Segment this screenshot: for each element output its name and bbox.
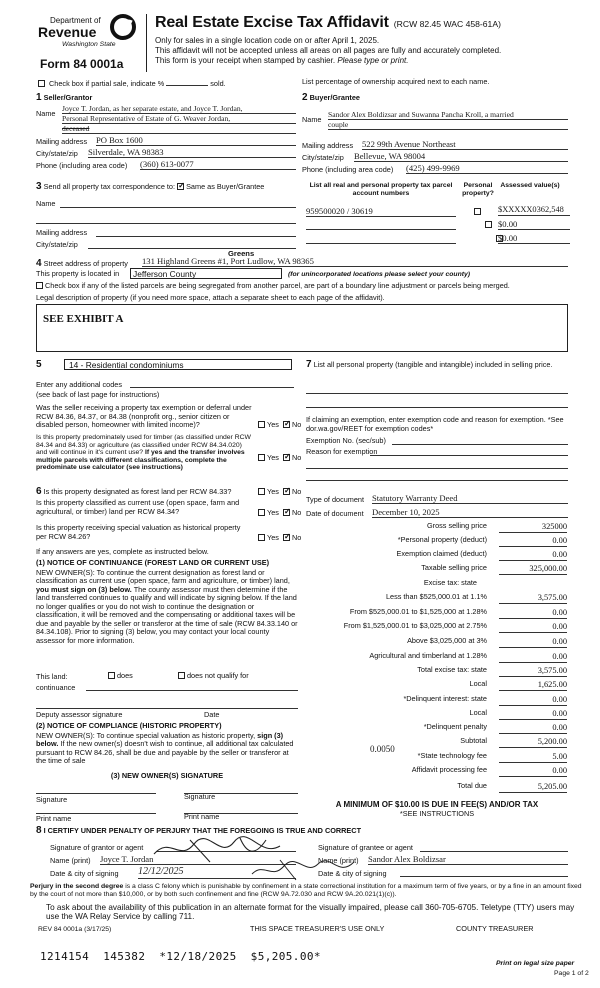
- owner-sig-label-2: Signature: [184, 792, 216, 801]
- legal-description-box[interactable]: [36, 304, 568, 352]
- calc-label: Excise tax: state: [423, 578, 477, 587]
- calc-value[interactable]: 3,575.00: [499, 593, 567, 604]
- calc-value[interactable]: 0.00: [499, 652, 567, 663]
- s6-q2-yes: Yes: [267, 508, 279, 517]
- calc-value[interactable]: 1,625.00: [499, 680, 567, 691]
- seller-name-line2: Personal Representative of Estate of G. Weaver Jordan,: [62, 114, 296, 124]
- calc-row: [305, 522, 567, 533]
- assessed-field-3[interactable]: $0.00: [498, 233, 570, 244]
- header-divider: [146, 14, 147, 72]
- calc-value[interactable]: 325,000.00: [499, 564, 567, 575]
- seller-name-label: Name: [36, 109, 56, 118]
- correspondence-text: Send all property tax correspondence to:: [43, 182, 176, 191]
- s6-q1-text: Is this property designated as forest land per RCW 84.33?: [43, 487, 232, 496]
- use-code-field[interactable]: 14 - Residential condominiums: [64, 359, 292, 370]
- notice1-text-a: NEW OWNER(S): To continue the current designation as forest land or classification as current use (open space, farm and agriculture, or timber) land,: [36, 568, 290, 586]
- s6-q2-answer: [258, 509, 301, 518]
- personal-col-header: Personal property?: [462, 182, 494, 198]
- parcel-field-2[interactable]: [306, 220, 456, 230]
- s6-q3-yes: Yes: [267, 533, 279, 542]
- this-land-label: This land:: [36, 672, 68, 681]
- s6-q1-answer: [258, 488, 301, 497]
- seller-name-line3: deceased: [62, 124, 296, 134]
- corr-name-field-2[interactable]: [36, 214, 296, 224]
- s6-q1-no: No: [291, 487, 302, 496]
- partial-sale-text: Check box if partial sale, indicate %: [49, 79, 165, 88]
- calc-row: [305, 652, 567, 663]
- s5-q2-answer: [258, 454, 301, 463]
- s6-q1: [36, 486, 260, 498]
- parcel-col-header: List all real and personal property tax parcel account numbers: [309, 182, 453, 198]
- street-insert: Greens: [228, 249, 255, 258]
- calc-label: Local: [469, 708, 487, 717]
- s6-q1-yes-checkbox[interactable]: [258, 488, 265, 495]
- s6-q3-no-checkbox[interactable]: [283, 534, 290, 541]
- parcel-field-3[interactable]: [306, 234, 456, 244]
- owner-sig-label-1: Signature: [36, 795, 68, 804]
- calc-row: [305, 723, 567, 734]
- notice1-text-b: The county assessor must then determine if the land transferred continues to qualify and will indicate by signing below. If the land no longer qualifies or you do not wish to continue the designation or classification, it will be removed and the compensating or additional taxes will be due and payable by the seller or transferor at the time of sale (RCW 84.33.140 or 84.34.108). Prior to signing (3) below, you may contact your local county assessor for more information.: [36, 584, 298, 645]
- calc-row: [305, 695, 567, 706]
- buyer-mail-label: Mailing address: [302, 141, 354, 150]
- owner-print-label-2: Print name: [184, 812, 220, 821]
- name-print-r-label: Name (print): [318, 856, 359, 865]
- name-print-l-label: Name (print): [50, 856, 91, 865]
- date-city-r-label: Date & city of signing: [318, 869, 387, 878]
- notice2-text-b: If the new owner(s) doesn't wish to continue, all additional tax calculated pursuant to RCW 84.26, shall be due and payable by the seller or transferor at the time of sale: [36, 739, 294, 766]
- form-title: Real Estate Excise Tax Affidavit: [155, 14, 389, 31]
- sig-grantor-label: Signature of grantor or agent: [50, 843, 144, 852]
- partial-sale-checkbox[interactable]: [38, 80, 45, 87]
- minimum-note: A MINIMUM OF $10.00 IS DUE IN FEE(S) AND/OR TAX: [335, 800, 539, 809]
- calc-value[interactable]: 0.00: [499, 536, 567, 547]
- form-number: Form 84 0001a: [40, 57, 124, 71]
- seller-name-field[interactable]: [62, 104, 296, 134]
- header-line2: This affidavit will not be accepted unless all areas on all pages are fully and accurately completed.: [155, 46, 502, 55]
- s5-q1-yes-checkbox[interactable]: [258, 421, 265, 428]
- does-not-option: [178, 672, 249, 681]
- notice1-bold: you must sign on (3) below.: [36, 584, 132, 594]
- calc-value[interactable]: 0.00: [499, 622, 567, 633]
- section7-text: [306, 359, 568, 371]
- owner-print-line-1[interactable]: [36, 806, 156, 814]
- seller-city-label: City/state/zip: [36, 149, 78, 158]
- name-print-r-field[interactable]: Sandor Alex Boldizsar: [368, 854, 568, 865]
- s5-q1-answer: [258, 421, 301, 430]
- s6-q3-no: No: [291, 533, 302, 542]
- section5-num: 5: [36, 359, 42, 370]
- s5-q1-no-checkbox[interactable]: [283, 421, 290, 428]
- calc-row: [305, 637, 567, 648]
- seller-heading: [36, 92, 92, 104]
- s6-q3: Is this property receiving special valuation as historical property per RCW 84.26?: [36, 523, 241, 541]
- calc-label: Taxable selling price: [421, 563, 487, 572]
- segregated-text: Check box if any of the listed parcels are being segregated from another parcel, are part of a boundary line adjustment or parcels being merged.: [45, 281, 510, 290]
- dor-swoosh-icon: [110, 14, 136, 40]
- seller-num: 1: [36, 92, 42, 103]
- calc-row: [305, 680, 567, 691]
- see-instructions: *SEE INSTRUCTIONS: [399, 809, 475, 818]
- seller-title: Seller/Grantor: [43, 93, 93, 102]
- seller-mail-field[interactable]: PO Box 1600: [96, 135, 296, 146]
- calc-label: *Delinquent penalty: [423, 722, 487, 731]
- page-number: Page 1 of 2: [554, 970, 589, 977]
- s6-q2-no: No: [291, 508, 302, 517]
- deputy-sig-line[interactable]: [36, 700, 298, 709]
- owner-print-label-1: Print name: [36, 814, 72, 823]
- same-as-buyer-label: Same as Buyer/Grantee: [186, 182, 265, 191]
- reason-field-2[interactable]: [306, 460, 568, 469]
- codes-label: Enter any additional codes: [36, 380, 122, 389]
- s5-q1-no: No: [291, 420, 302, 429]
- calc-row: [305, 622, 567, 633]
- buyer-city-label: City/state/zip: [302, 153, 344, 162]
- buyer-phone-label: Phone (including area code): [302, 165, 394, 174]
- continuance-label: continuance: [36, 683, 76, 692]
- county-select[interactable]: Jefferson County: [130, 268, 282, 279]
- calc-label: Exemption claimed (deduct): [396, 549, 487, 558]
- seller-mail-label: Mailing address: [36, 137, 88, 146]
- calc-label: *State technology fee: [417, 751, 487, 760]
- header-line3: This form is your receipt when stamped by cashier.: [155, 56, 336, 65]
- calc-value[interactable]: 0.00: [499, 637, 567, 648]
- perjury-note: [30, 883, 590, 899]
- calc-value[interactable]: 0.00: [499, 608, 567, 619]
- s5-q2: [36, 434, 254, 472]
- s5-q1-yes: Yes: [267, 420, 279, 429]
- calc-value[interactable]: 0.00: [499, 695, 567, 706]
- doc-type-field[interactable]: Statutory Warranty Deed: [372, 493, 568, 504]
- treasurer-only: THIS SPACE TREASURER'S USE ONLY: [250, 924, 385, 933]
- does-not-checkbox[interactable]: [178, 672, 185, 679]
- assessed-field-1[interactable]: $XXXXX0362,548: [498, 205, 570, 216]
- section8-num: 8: [36, 825, 42, 836]
- seller-name-line1: Joyce T. Jordan, as her separate estate, and Joyce T. Jordan,: [62, 104, 296, 114]
- notice3-title: (3) NEW OWNER(S) SIGNATURE: [110, 771, 224, 780]
- buyer-mail-field[interactable]: 522 99th Avenue Northeast: [362, 139, 568, 150]
- buyer-phone-field[interactable]: (425) 499-9969: [406, 163, 568, 174]
- notice2-bold: sign (3) below.: [36, 731, 284, 749]
- codes-note: (see back of last page for instructions): [36, 390, 160, 399]
- partial-sold-text: sold.: [210, 79, 226, 88]
- buyer-name-field[interactable]: [328, 110, 568, 130]
- calc-value[interactable]: 3,575.00: [499, 666, 567, 677]
- calc-label: From $525,000.01 to $1,525,000 at 1.28%: [349, 607, 487, 616]
- s6-q2-yes-checkbox[interactable]: [258, 509, 265, 516]
- header-line3-wrap: [155, 56, 408, 65]
- s5-q2-yes-checkbox[interactable]: [258, 454, 265, 461]
- legal-paper: Print on legal size paper: [496, 960, 575, 967]
- header-line3-italic: Please type or print.: [337, 56, 409, 65]
- doc-date-label: Date of document: [306, 509, 364, 518]
- buyer-name-line2: couple: [328, 120, 568, 130]
- s6-q2-no-checkbox[interactable]: [283, 509, 290, 516]
- calc-label: Subtotal: [460, 736, 487, 745]
- dept-line2: Revenue: [38, 24, 97, 40]
- seller-city-field[interactable]: Silverdale, WA 98383: [88, 147, 296, 158]
- assessed-field-2[interactable]: $0.00: [498, 219, 570, 230]
- personal-property-field-2[interactable]: [306, 398, 568, 408]
- personal-property-field-1[interactable]: [306, 384, 568, 394]
- calc-value[interactable]: 0.00: [499, 709, 567, 720]
- notice1-body: [36, 569, 298, 645]
- corr-mail-label: Mailing address: [36, 228, 88, 237]
- calc-label: Total excise tax: state: [417, 665, 487, 674]
- dept-line1: Department of: [50, 16, 101, 25]
- calc-value[interactable]: 5.00: [499, 752, 567, 763]
- correspondence-num: 3: [36, 181, 42, 192]
- notice2-title: (2) NOTICE OF COMPLIANCE (HISTORIC PROPERTY): [36, 721, 222, 730]
- s5-q2-text: Is this property predominately used for timber (as classified under RCW 84.34 and 84.33) or agriculture (as classified under RCW 84.34.020) and will continue in it's current use?: [36, 434, 251, 457]
- s6-if-yes: If any answers are yes, complete as instructed below.: [36, 547, 209, 556]
- s6-q1-yes: Yes: [267, 487, 279, 496]
- form-title-row: [155, 14, 595, 33]
- form-rcw: (RCW 82.45 WAC 458-61A): [393, 19, 501, 29]
- notice2-body: [36, 732, 298, 766]
- does-option: [108, 672, 133, 681]
- calc-value[interactable]: 5,205.00: [499, 782, 567, 793]
- does-checkbox[interactable]: [108, 672, 115, 679]
- deputy-label: Deputy assessor signature: [36, 710, 123, 719]
- corr-name-label: Name: [36, 199, 56, 208]
- deputy-date-label: Date: [204, 710, 220, 719]
- segregated-row: [36, 282, 596, 291]
- calc-row: [305, 579, 567, 590]
- calc-value[interactable]: 325000: [499, 522, 567, 533]
- county-treasurer: COUNTY TREASURER: [456, 924, 534, 933]
- calc-row: [305, 752, 567, 763]
- s5-q1: Was the seller receiving a property tax exemption or deferral under RCW 84.36, 84.37, or 84.38 (nonprofit org., senior citizen or disabled person, homeowner with limited income)?: [36, 403, 252, 430]
- does-label: does: [117, 671, 133, 680]
- notice1-title: (1) NOTICE OF CONTINUANCE (FOREST LAND OR CURRENT USE): [36, 558, 270, 567]
- doc-date-field[interactable]: December 10, 2025: [372, 507, 568, 518]
- legal-description-text: SEE EXHIBIT A: [43, 313, 124, 325]
- street-label: Street address of property: [43, 259, 128, 268]
- seller-phone-field[interactable]: (360) 613-0077: [140, 159, 296, 170]
- calc-value[interactable]: 5,200.00: [499, 737, 567, 748]
- calc-row: [305, 550, 567, 561]
- corr-name-field[interactable]: [60, 198, 296, 208]
- located-label: This property is located in: [36, 269, 120, 278]
- calc-label: Above $3,025,000 at 3%: [407, 636, 487, 645]
- correspondence-row: [36, 181, 264, 193]
- calc-label: Gross selling price: [426, 521, 487, 530]
- notice2-text-a: NEW OWNER(S): To continue special valuation as historic property,: [36, 731, 256, 740]
- calc-row: [305, 666, 567, 677]
- exempt-no-field[interactable]: [392, 436, 568, 445]
- buyer-name-line1: Sandor Alex Boldizsar and Suwanna Pancha Kroll, a married: [328, 110, 568, 120]
- certify-text: I CERTIFY UNDER PENALTY OF PERJURY THAT THE FOREGOING IS TRUE AND CORRECT: [43, 826, 362, 835]
- date-city-l-field[interactable]: 12/12/2025: [138, 866, 296, 879]
- buyer-num: 2: [302, 92, 308, 103]
- date-city-r-field[interactable]: [400, 868, 568, 877]
- section7-num: 7: [306, 359, 312, 370]
- personal-checkbox-2[interactable]: [485, 221, 492, 228]
- segregated-checkbox[interactable]: [36, 282, 43, 289]
- calc-label: Total due: [457, 781, 487, 790]
- corr-city-label: City/state/zip: [36, 240, 78, 249]
- exempt-text: If claiming an exemption, enter exemption code and reason for exemption. *See dor.wa.gov/REET for exemption codes*: [306, 415, 564, 433]
- calc-value[interactable]: 0.00: [499, 766, 567, 777]
- seller-phone-label: Phone (including area code): [36, 161, 128, 170]
- assessed-col-header: Assessed value(s): [500, 182, 560, 189]
- doc-type-label: Type of document: [306, 495, 365, 504]
- name-print-l-field[interactable]: Joyce T. Jordan: [100, 854, 296, 865]
- s6-q3-yes-checkbox[interactable]: [258, 534, 265, 541]
- corr-city-field[interactable]: [88, 240, 296, 249]
- buyer-title: Buyer/Grantee: [309, 93, 360, 102]
- calc-label: From $1,525,000.01 to $3,025,000 at 2.75%: [343, 621, 487, 630]
- header-line1: Only for sales in a single location code on or after April 1, 2025.: [155, 36, 380, 45]
- calc-row: [305, 608, 567, 619]
- calc-value[interactable]: 0.00: [499, 723, 567, 734]
- calc-label: *Delinquent interest: state: [403, 694, 487, 703]
- calc-label: *Personal property (deduct): [397, 535, 487, 544]
- calc-row: [305, 737, 567, 748]
- s6-q2: Is this property classified as current use (open space, farm and agricultural, or timber) land per RCW 84.34?: [36, 498, 240, 516]
- parcel-field-1[interactable]: 959500020 / 30619: [306, 206, 456, 217]
- calc-row: [305, 593, 567, 604]
- perjury-text: is a class C felony which is punishable by confinement in a state correctional institution for a maximum term of five years, or by a fine in an amount fixed by the court of not more than $10,000, or by both such confinement and fine (RCW 9A.72.030 and RCW 9A.20.021(1)(c)).: [30, 883, 582, 898]
- reason-label: Reason for exemption: [306, 447, 378, 456]
- buyer-city-field[interactable]: Bellevue, WA 98004: [354, 151, 568, 162]
- does-not-label: does not qualify for: [187, 671, 249, 680]
- calc-row: [305, 766, 567, 777]
- legal-label: Legal description of property (if you need more space, attach a separate sheet to each page of the affidavit).: [36, 293, 385, 302]
- s5-q2-no: No: [291, 453, 302, 462]
- reason-field-3[interactable]: [306, 472, 568, 481]
- reason-field-1[interactable]: [370, 447, 568, 456]
- calc-row: [305, 564, 567, 575]
- owner-sig-line-1[interactable]: [36, 786, 156, 794]
- sig-grantee-label: Signature of grantee or agent: [318, 843, 413, 852]
- calc-row: [305, 782, 567, 793]
- calc-label: Local: [469, 679, 487, 688]
- codes-field[interactable]: [130, 379, 294, 388]
- ownership-note: List percentage of ownership acquired next to each name.: [302, 77, 490, 86]
- alt-format-note: To ask about the availability of this publication in an alternate format for the visually impaired, please call 360-705-6705. Teletype (TTY) users may use the WA Relay Service by calling 711.: [46, 903, 575, 922]
- continuance-field[interactable]: [86, 682, 298, 691]
- calc-label: Less than $525,000.01 at 1.1%: [385, 592, 487, 601]
- partial-sale-row: [38, 78, 298, 89]
- partial-percent-field[interactable]: [166, 78, 208, 86]
- sig-grantee-line[interactable]: [420, 843, 568, 852]
- personal-checkbox-1[interactable]: [474, 208, 481, 215]
- section7-desc: List all personal property (tangible and intangible) included in selling price.: [313, 360, 553, 369]
- dept-line3: Washington State: [62, 41, 116, 48]
- s5-q2-bold: If yes and the transfer involves multiple parcels with different classifications, complete the predominate use calculator (see instructions): [36, 449, 245, 472]
- calc-value[interactable]: 0.00: [499, 550, 567, 561]
- s5-q2-no-checkbox[interactable]: [283, 454, 290, 461]
- date-city-l-label: Date & city of signing: [50, 869, 119, 878]
- section6-num: 6: [36, 486, 42, 497]
- same-as-buyer-checkbox[interactable]: [177, 183, 184, 190]
- s5-q2-yes: Yes: [267, 453, 279, 462]
- rev-label: REV 84 0001a (3/17/25): [38, 926, 112, 933]
- buyer-heading: [302, 92, 360, 104]
- s6-q1-no-checkbox[interactable]: [283, 488, 290, 495]
- street-field[interactable]: 131 Highland Greens #1, Port Ludlow, WA 98365: [142, 256, 568, 267]
- county-note: (for unincorporated locations please select your county): [288, 271, 471, 278]
- perjury-bold: Perjury in the second degree: [30, 883, 124, 890]
- calc-label: Affidavit processing fee: [411, 765, 487, 774]
- s6-q3-answer: [258, 534, 301, 543]
- cashier-stamp: 1214154 145382 *12/18/2025 $5,205.00*: [40, 950, 321, 963]
- calc-row: [305, 536, 567, 547]
- property-num: 4: [36, 258, 42, 269]
- calc-row: [305, 709, 567, 720]
- local-rate[interactable]: 0.0050: [370, 744, 395, 754]
- corr-mail-field[interactable]: [96, 228, 296, 237]
- buyer-name-label: Name: [302, 115, 322, 124]
- calc-label: Agricultural and timberland at 1.28%: [369, 651, 487, 660]
- exempt-no-label: Exemption No. (sec/sub): [306, 436, 386, 445]
